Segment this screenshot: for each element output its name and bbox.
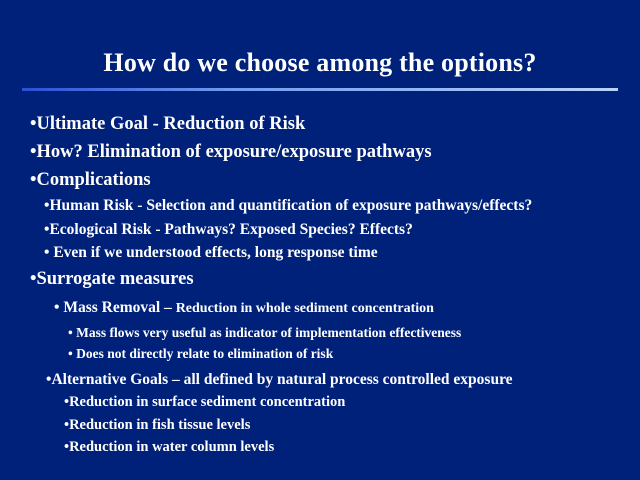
bullet-item <box>30 138 628 166</box>
bullet-text: Reduction in water column levels <box>69 439 275 456</box>
title-divider <box>22 88 618 91</box>
bullet-marker: • <box>54 299 60 317</box>
bullet-item <box>44 241 628 265</box>
bullet-text: Even if we understood effects, long response time <box>49 244 378 262</box>
bullet-text: Ecological Risk - Pathways? Exposed Species? Effects? <box>49 220 413 238</box>
bullet-item <box>68 344 628 365</box>
bullet-marker: • <box>64 439 70 456</box>
bullet-marker: • <box>30 170 37 191</box>
bullet-text: Human Risk - Selection and quantification of exposure pathways/effects? <box>49 197 533 215</box>
bullet-item <box>64 391 628 413</box>
bullet-item <box>30 265 628 293</box>
slide-body <box>22 110 628 459</box>
bullet-item <box>30 110 628 138</box>
page-title: How do we choose among the options? <box>103 48 537 77</box>
bullet-item <box>54 296 628 320</box>
bullet-text: Mass flows very useful as indicator of implementation effectiveness <box>72 325 462 341</box>
bullet-item <box>64 436 628 458</box>
bullet-text: Reduction in surface sediment concentration <box>69 394 346 411</box>
bullet-item <box>46 368 628 392</box>
bullet-item <box>64 414 628 436</box>
bullet-marker: • <box>46 370 52 388</box>
bullet-text-bold: Mass Removal – <box>59 299 176 317</box>
bullet-item <box>44 218 628 242</box>
bullet-text: Surrogate measures <box>36 268 194 289</box>
bullet-marker: • <box>68 325 73 341</box>
bullet-text-light: Reduction in whole sediment concentration <box>175 301 434 317</box>
bullet-marker: • <box>30 114 37 134</box>
bullet-marker: • <box>44 197 50 215</box>
bullet-item <box>68 323 628 344</box>
bullet-text: Alternative Goals – all defined by natural process controlled exposure <box>51 370 513 388</box>
bullet-marker: • <box>64 394 70 411</box>
bullet-text: Reduction in fish tissue levels <box>69 416 251 433</box>
bullet-marker: • <box>64 416 70 433</box>
bullet-text: Complications <box>36 170 151 191</box>
bullet-item <box>30 166 628 194</box>
bullet-text: How? Elimination of exposure/exposure pathways <box>36 142 432 163</box>
bullet-text: Does not directly relate to elimination of risk <box>72 346 334 362</box>
bullet-marker: • <box>44 244 50 262</box>
bullet-marker: • <box>44 220 50 238</box>
bullet-marker: • <box>30 268 37 289</box>
bullet-marker: • <box>30 142 37 163</box>
bullet-text: Ultimate Goal - Reduction of Risk <box>36 114 306 134</box>
bullet-marker: • <box>68 346 73 362</box>
bullet-item <box>44 194 628 218</box>
